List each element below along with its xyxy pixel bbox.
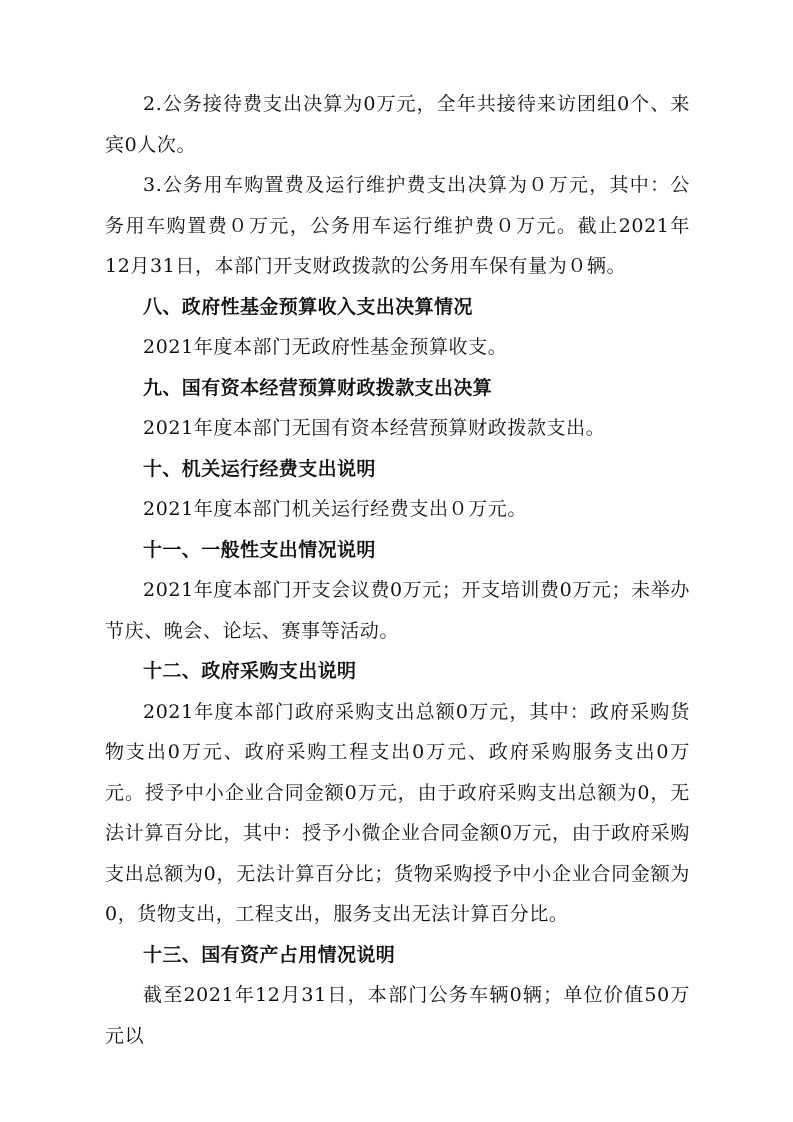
paragraph-section-11: 2021年度本部门开支会议费0万元；开支培训费0万元；未举办节庆、晚会、论坛、赛事等活动。 [105,579,690,642]
document-body [105,84,690,1056]
section-heading-9: 九、国有资本经营预算财政拨款支出决算 [143,376,493,399]
section-heading-13: 十三、国有资产占用情况说明 [143,943,396,966]
paragraph-section-10: 2021年度本部门机关运行经费支出０万元。 [143,498,527,520]
paragraph-section-13: 截至2021年12月31日，本部门公务车辆0辆；单位价值50万元以 [105,984,690,1047]
paragraph-section-8: 2021年度本部门无政府性基金预算收支。 [143,336,508,358]
paragraph-reception-expense: 2.公务接待费支出决算为0万元，全年共接待来访团组0个、来宾0人次。 [105,93,690,156]
section-heading-10: 十、机关运行经费支出说明 [143,457,376,480]
paragraph-vehicle-expense: 3.公务用车购置费及运行维护费支出决算为０万元，其中：公务用车购置费０万元，公务用车运行维护费０万元。截止2021年12月31日，本部门开支财政拨款的公务用车保有量为０辆。 [105,174,690,277]
section-heading-12: 十二、政府采购支出说明 [143,660,357,682]
paragraph-section-12: 2021年度本部门政府采购支出总额0万元，其中：政府采购货物支出0万元、政府采购工程支出0万元、政府采购服务支出0万元。授予中小企业合同金额0万元，由于政府采购支出总额为0，无法计算百分比，其中：授予小微企业合同金额0万元，由于政府采购支出总额为0，无法计算百分比；货物采购授予中小企业合同金额为0，货物支出，工程支出，服务支出无法计算百分比。 [105,700,690,925]
section-heading-11: 十一、一般性支出情况说明 [143,538,376,561]
section-heading-8: 八、政府性基金预算收入支出决算情况 [143,295,473,318]
paragraph-section-9: 2021年度本部门无国有资本经营预算财政拨款支出。 [143,417,606,439]
